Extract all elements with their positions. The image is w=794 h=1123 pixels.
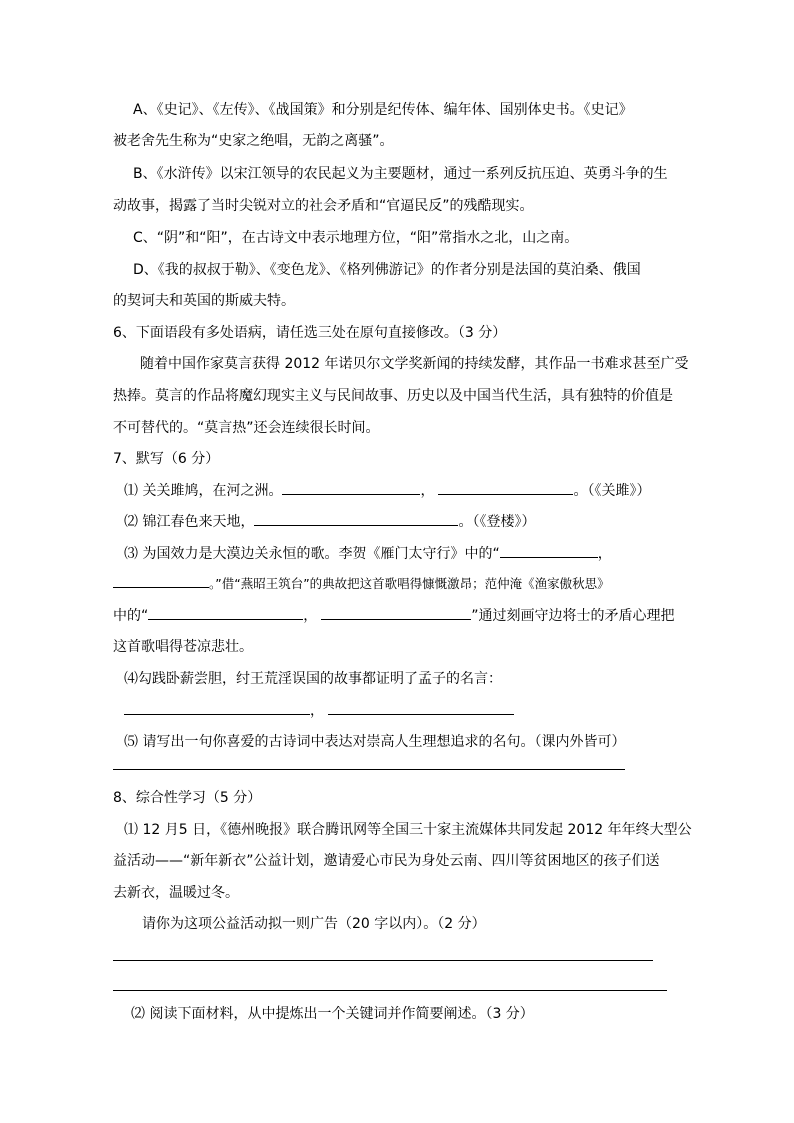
answer-blank[interactable] [254, 511, 458, 526]
answer-blank[interactable] [124, 700, 310, 715]
item-3-text: ⑶ 为国效力是大漠边关永恒的歌。李贺《雁门太守行》中的“ [124, 546, 500, 562]
option-d-line-2: 的契诃夫和英国的斯威夫特。 [113, 293, 295, 309]
item-3-quote-open: 中的“ [113, 608, 149, 624]
item-1-separator: ， [420, 483, 435, 499]
question-8-title: 8、综合性学习（5 分） [113, 790, 262, 806]
question-7-title: 7、默写（6 分） [113, 451, 220, 467]
question-8-item-1-line-2: 益活动——“新年新衣”公益计划，邀请爱心市民为身处云南、四川等贫困地区的孩子们送 [113, 853, 660, 869]
item-3-tail: ”通过刻画守边将士的矛盾心理把 [471, 608, 675, 624]
answer-blank[interactable] [282, 480, 420, 495]
question-6-passage-line-3: 不可替代的。“莫言热”还会连续很长时间。 [113, 420, 380, 436]
item-3-separator: ， [597, 546, 612, 562]
option-a-line-2: 被老舍先生称为“史家之绝唱，无韵之离骚”。 [113, 133, 394, 149]
item-2-text: ⑵ 锦江春色来天地， [124, 514, 255, 530]
item-1-text: ⑴ 关关雎鸠，在河之洲。 [124, 483, 283, 499]
answer-blank[interactable] [148, 605, 303, 620]
question-7-item-3-line-1 [124, 543, 612, 564]
option-a-line-1: A、《史记》、《左传》、《战国策》和分别是纪传体、编年体、国别体史书。《史记》 [133, 102, 633, 118]
option-c-line-1: C、“阴”和“阳”，在古诗文中表示地理方位，“阳”常指水之北，山之南。 [133, 230, 579, 246]
question-6-passage-line-1: 随着中国作家莫言获得 2012 年诺贝尔文学奖新闻的持续发酵，其作品一书难求甚至广受 [140, 356, 689, 372]
answer-blank[interactable] [438, 480, 573, 495]
question-7-item-2 [124, 511, 535, 532]
question-8-item-2: ⑵ 阅读下面材料，从中提炼出一个关键词并作简要阐述。（3 分） [131, 1006, 534, 1022]
question-7-item-4-answer [124, 700, 514, 721]
question-6-title: 6、下面语段有多处语病，请任选三处在原句直接修改。（3 分） [113, 325, 507, 341]
question-7-item-1 [124, 480, 650, 501]
item-2-end: 。（《登楼》） [458, 514, 536, 530]
item-1-end: 。（《关雎》） [573, 483, 651, 499]
item-3-middle: 。”借“燕昭王筑台”的典故把这首歌唱得慷慨激昂；范仲淹《渔家傲秋思》 [209, 576, 610, 591]
item-4-separator: ， [310, 703, 324, 719]
answer-blank[interactable] [113, 573, 209, 588]
answer-blank[interactable] [321, 605, 471, 620]
question-6-passage-line-2: 热捧。莫言的作品将魔幻现实主义与民间故事、历史以及中国当代生活，具有独特的价值是 [113, 388, 673, 404]
answer-line[interactable] [113, 960, 653, 961]
item-3-comma: ， [303, 608, 318, 624]
option-b-line-2: 动故事，揭露了当时尖锐对立的社会矛盾和“官逼民反”的残酷现实。 [113, 198, 534, 214]
question-7-item-3-line-4: 这首歌唱得苍凉悲壮。 [113, 639, 253, 655]
question-8-item-1-line-3: 去新衣，温暖过冬。 [113, 885, 239, 901]
answer-blank[interactable] [328, 700, 514, 715]
option-d-line-1: D、《我的叔叔于勒》、《变色龙》、《格列佛游记》的作者分别是法国的莫泊桑、俄国 [133, 262, 641, 278]
answer-line[interactable] [113, 769, 625, 770]
question-8-item-1-prompt: 请你为这项公益活动拟一则广告（20 字以内）。（2 分） [142, 916, 486, 932]
question-8-item-1-line-1: ⑴ 12 月5 日，《德州晚报》联合腾讯网等全国三十家主流媒体共同发起 2012 年年终大型公 [124, 822, 692, 838]
question-7-item-4: ⑷勾践卧薪尝胆，纣王荒淫误国的故事都证明了孟子的名言： [124, 671, 502, 687]
answer-blank[interactable] [500, 543, 598, 558]
question-7-item-3-line-2 [113, 573, 610, 594]
option-b-line-1: B、《水浒传》以宋江领导的农民起义为主要题材，通过一系列反抗压迫、英勇斗争的生 [133, 166, 668, 182]
question-7-item-3-line-3 [113, 605, 675, 626]
question-7-item-5: ⑸ 请写出一句你喜爱的古诗词中表达对崇高人生理想追求的名句。（课内外皆可） [124, 734, 626, 750]
answer-line[interactable] [113, 990, 667, 991]
